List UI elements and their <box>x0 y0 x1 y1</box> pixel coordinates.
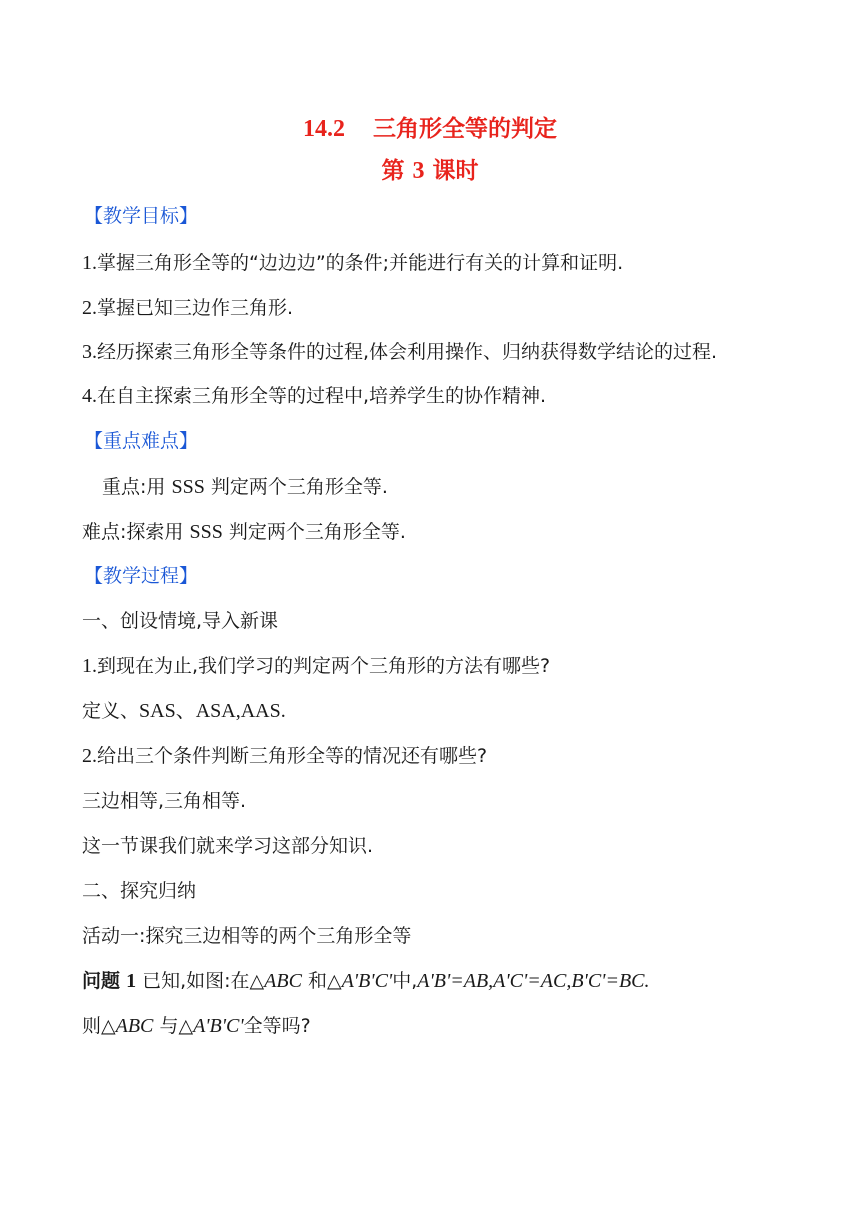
lesson-subtitle: 第 3 课时 <box>381 158 479 184</box>
goal-item-4: 4.在自主探索三角形全等的过程中,培养学生的协作精神. <box>82 385 547 407</box>
part2-heading: 二、探究归纳 <box>82 880 197 902</box>
section-number: 14.2 <box>303 116 345 142</box>
question-1: 1.到现在为止,我们学习的判定两个三角形的方法有哪些? <box>82 655 551 677</box>
title-text: 三角形全等的判定 <box>373 116 557 142</box>
goal-item-3: 3.经历探索三角形全等条件的过程,体会利用操作、归纳获得数学结论的过程. <box>82 341 718 363</box>
page-title <box>0 114 860 144</box>
difficult-point: 难点:探索用 SSS 判定两个三角形全等. <box>82 521 406 543</box>
answer-1: 定义、SAS、ASA,AAS. <box>82 700 286 722</box>
activity-1: 活动一:探究三边相等的两个三角形全等 <box>82 925 412 947</box>
part1-heading: 一、创设情境,导入新课 <box>82 610 279 632</box>
lesson-number: 3 <box>412 158 425 184</box>
section-heading-process: 【教学过程】 <box>84 565 199 587</box>
question-2: 2.给出三个条件判断三角形全等的情况还有哪些? <box>82 745 488 767</box>
problem-label: 问题 <box>82 970 121 992</box>
goal-item-1: 1.掌握三角形全等的“边边边”的条件;并能进行有关的计算和证明. <box>82 252 624 274</box>
section-heading-keypoints: 【重点难点】 <box>84 430 199 452</box>
section-heading-goals: 【教学目标】 <box>84 205 199 227</box>
problem-1-question: 则△ABC 与△A'B'C'全等吗? <box>82 1015 311 1037</box>
key-point: 重点:用 SSS 判定两个三角形全等. <box>102 476 388 498</box>
goal-item-2: 2.掌握已知三边作三角形. <box>82 297 294 319</box>
answer-2: 三边相等,三角相等. <box>82 790 247 812</box>
intro-text: 这一节课我们就来学习这部分知识. <box>82 835 374 857</box>
problem-1: 问题 1 已知,如图:在△ABC 和△A'B'C'中,A'B'=AB,A'C'=AC,B'C'=BC. <box>82 970 650 992</box>
